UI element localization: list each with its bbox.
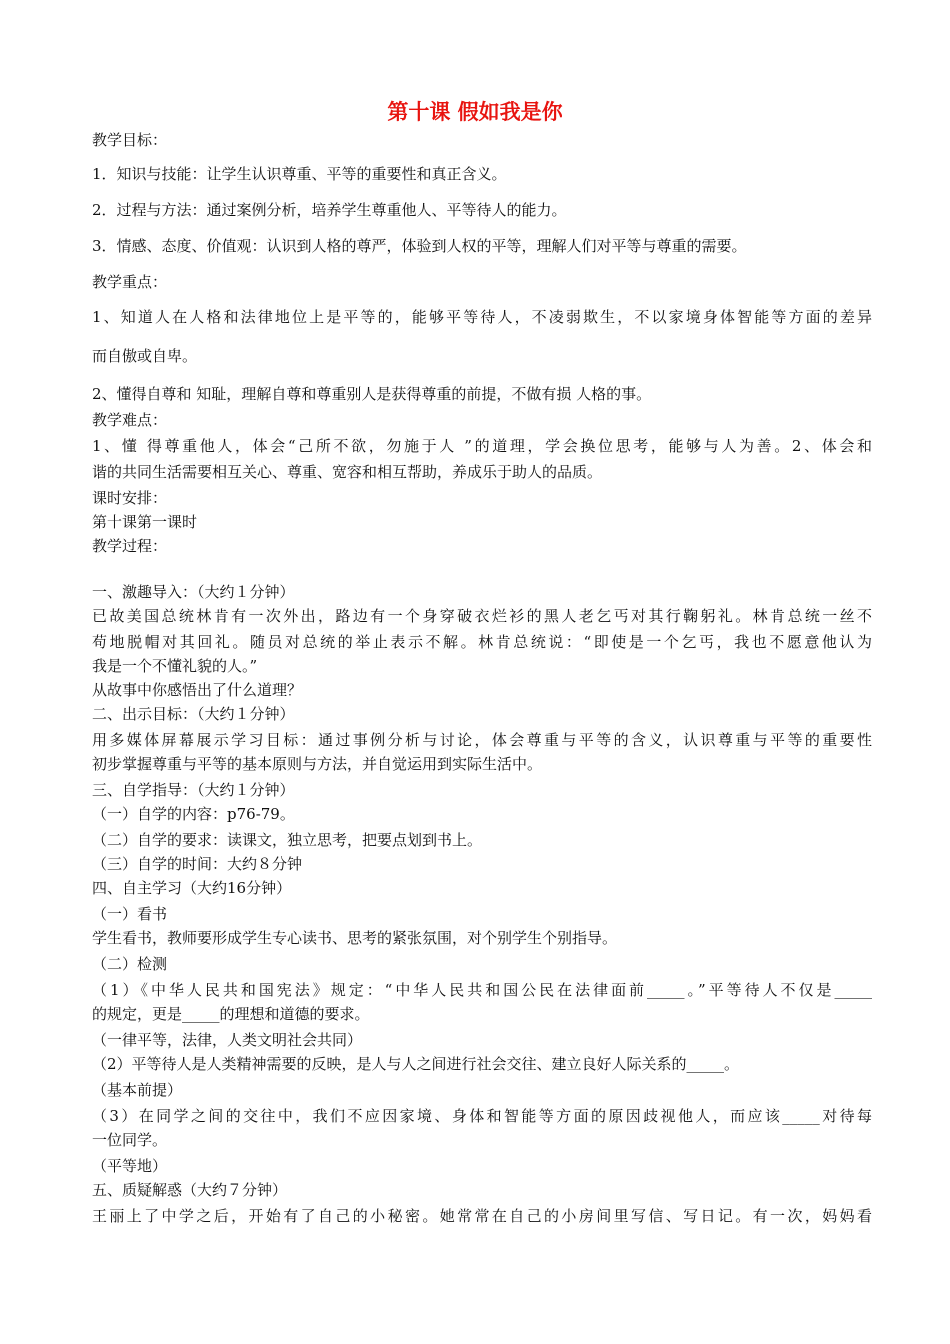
text-line: 教学过程：	[92, 537, 168, 555]
text-line: （三）自学的时间：大约８分钟	[92, 855, 303, 873]
text-line: 四、自主学习（大约16分钟）	[92, 879, 292, 897]
text-line: 三、自学指导：（大约１分钟）	[92, 781, 295, 799]
page-title: 第十课 假如我是你	[387, 100, 563, 124]
text-line: （一）看书	[92, 905, 168, 923]
text-line: （二）自学的要求：读课文，独立思考，把要点划到书上。	[92, 831, 483, 849]
text-line: 学生看书，教师要形成学生专心读书、思考的紧张氛围，对个别学生个别指导。	[92, 929, 618, 947]
text-line: （基本前提）	[92, 1081, 183, 1099]
text-line: 2、懂得自尊和 知耻，理解自尊和尊重别人是获得尊重的前提，不做有损 人格的事。	[92, 385, 652, 403]
text-line: 一、激趣导入：（大约１分钟）	[92, 583, 295, 601]
text-line: 教学重点：	[92, 273, 168, 291]
text-line: 用多媒体屏幕展示学习目标：通过事例分析与讨论，体会尊重与平等的含义，认识尊重与平等的重要性	[92, 731, 872, 749]
text-line: 初步掌握尊重与平等的基本原则与方法，并自觉运用到实际生活中。	[92, 755, 543, 773]
text-line: 苟地脱帽对其回礼。随员对总统的举止表示不解。林肯总统说：“即使是一个乞丐，我也不愿意他认为	[92, 633, 872, 651]
text-line: 教学目标：	[92, 131, 168, 149]
text-line: 从故事中你感悟出了什么道理？	[92, 681, 303, 699]
text-line: 而自傲或自卑。	[92, 347, 198, 365]
text-line: 五、质疑解惑（大约７分钟）	[92, 1181, 288, 1199]
text-line: 二、出示目标：（大约１分钟）	[92, 705, 295, 723]
text-line: 1．知识与技能：让学生认识尊重、平等的重要性和真正含义。	[92, 165, 507, 183]
text-line: 2．过程与方法：通过案例分析，培养学生尊重他人、平等待人的能力。	[92, 201, 567, 219]
text-line: 1、懂 得尊重他人，体会“己所不欲，勿施于人 ”的道理，学会换位思考，能够与人为善。2、体会和	[92, 437, 872, 455]
text-line: （1）《中华人民共和国宪法》规定：“中华人民共和国公民在法律面前_____。”平等待人不仅是_____	[92, 981, 872, 999]
text-line: 王丽上了中学之后，开始有了自己的小秘密。她常常在自己的小房间里写信、写日记。有一次，妈妈看	[92, 1207, 872, 1225]
text-line: 第十课第一课时	[92, 513, 198, 531]
text-line: 1、知道人在人格和法律地位上是平等的，能够平等待人，不凌弱欺生，不以家境身体智能等方面的差异	[92, 308, 872, 326]
text-line: 的规定，更是_____的理想和道德的要求。	[92, 1005, 370, 1023]
text-line: （2）平等待人是人类精神需要的反映，是人与人之间进行社会交往、建立良好人际关系的_____。	[92, 1055, 740, 1073]
text-line: （一律平等，法律，人类文明社会共同）	[92, 1031, 363, 1049]
text-line: 教学难点：	[92, 411, 168, 429]
text-line: （二）检测	[92, 955, 168, 973]
text-line: （一）自学的内容：p76-79。	[92, 805, 295, 823]
text-line: 谐的共同生活需要相互关心、尊重、宽容和相互帮助，养成乐于助人的品质。	[92, 463, 603, 481]
text-line: 已故美国总统林肯有一次外出，路边有一个身穿破衣烂衫的黑人老乞丐对其行鞠躬礼。林肯总统一丝不	[92, 607, 872, 625]
text-line: 3．情感、态度、价值观：认识到人格的尊严，体验到人权的平等，理解人们对平等与尊重的需要。	[92, 237, 747, 255]
text-line: （平等地）	[92, 1157, 168, 1175]
text-line: 我是一个不懂礼貌的人。”	[92, 657, 258, 675]
text-line: 一位同学。	[92, 1131, 168, 1149]
text-line: 课时安排：	[92, 489, 168, 507]
text-line: （3）在同学之间的交往中，我们不应因家境、身体和智能等方面的原因歧视他人，而应该_____对待每	[92, 1107, 872, 1125]
